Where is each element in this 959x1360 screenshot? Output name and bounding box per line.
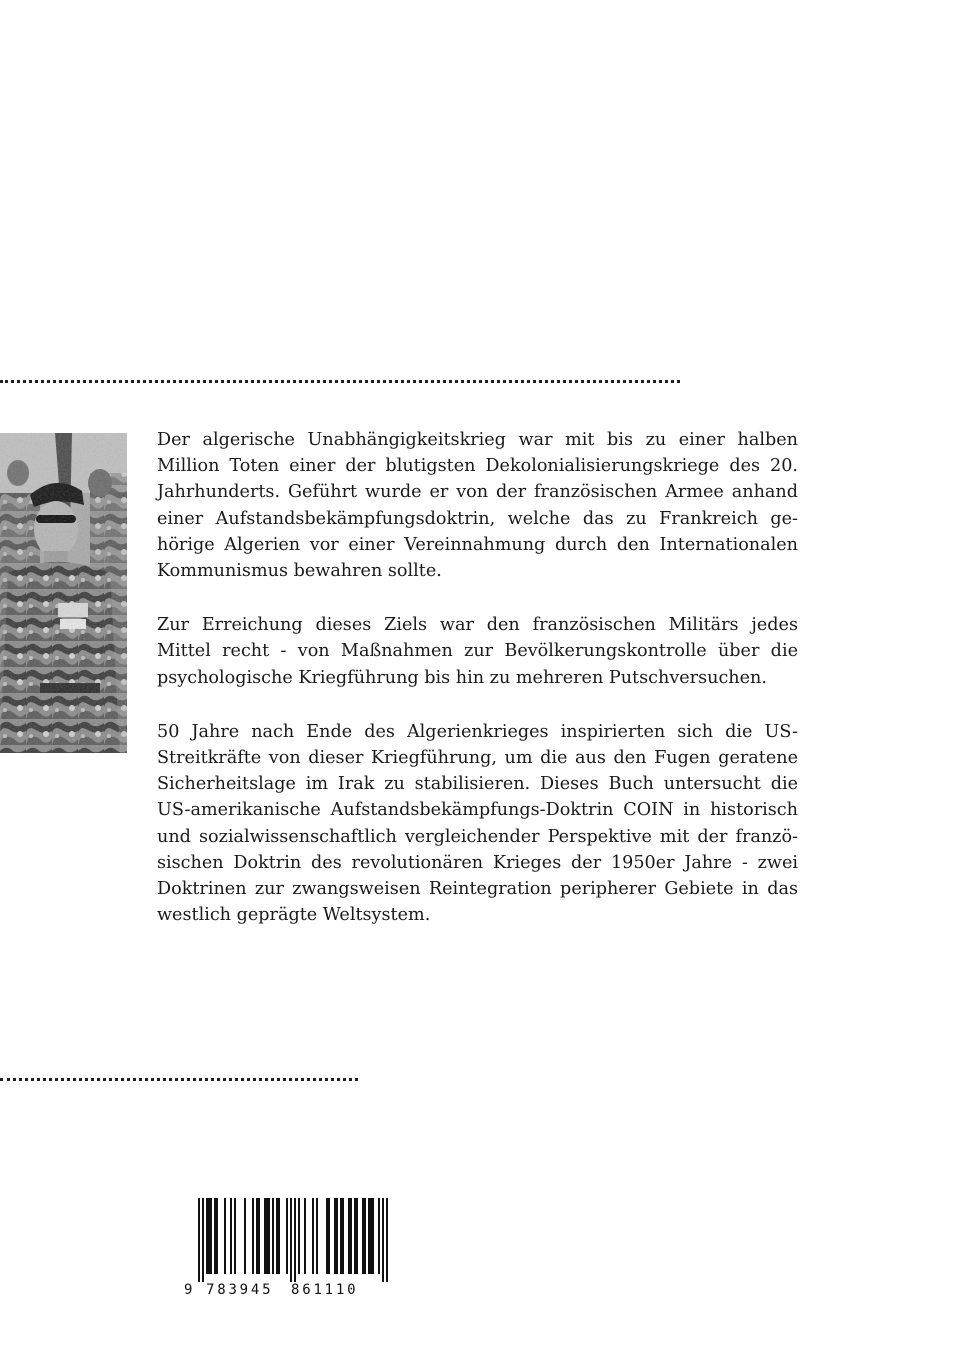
barcode-bar <box>278 1198 280 1274</box>
barcode-bar <box>252 1198 254 1274</box>
barcode-bar <box>214 1198 216 1274</box>
barcode-bar <box>230 1198 232 1274</box>
barcode-bar <box>210 1198 212 1274</box>
back-cover-blurb <box>157 427 798 928</box>
top-dotted-rule <box>0 380 680 383</box>
barcode-bar <box>340 1198 342 1274</box>
barcode-bar <box>350 1198 352 1274</box>
barcode-bar <box>370 1198 372 1274</box>
barcode-bar <box>316 1198 318 1274</box>
barcode-bar <box>378 1198 380 1274</box>
barcode-bar <box>372 1198 374 1274</box>
barcode-digits-right: 861110 <box>291 1282 359 1298</box>
barcode-bar <box>354 1198 356 1274</box>
barcode-bar <box>234 1198 236 1274</box>
barcode-digits-left: 783945 <box>206 1282 274 1298</box>
barcode-bar <box>224 1198 226 1274</box>
barcode-bar <box>328 1198 330 1274</box>
barcode-bar <box>336 1198 338 1274</box>
barcode-bar <box>304 1198 306 1274</box>
barcode-bar <box>208 1198 210 1274</box>
barcode-bar <box>286 1198 288 1274</box>
barcode-bar <box>382 1198 384 1282</box>
barcode-bar <box>258 1198 260 1274</box>
barcode-bar <box>244 1198 246 1274</box>
bottom-dotted-rule <box>0 1078 358 1081</box>
barcode-bar <box>298 1198 300 1274</box>
barcode-digit-lead: 9 <box>184 1282 193 1298</box>
barcode-bar <box>386 1198 388 1282</box>
barcode-bar <box>276 1198 278 1274</box>
barcode-bar <box>256 1198 258 1274</box>
barcode-bar <box>268 1198 270 1274</box>
barcode-bar <box>368 1198 370 1274</box>
blurb-paragraph-2: Zur Erreichung dieses Ziels war den französischen Militärs jedes Mittel recht - von Maßnahmen zur Bevölkerungskontrolle über die psychologische Kriegführung bis hin zu mehreren Putschversuchen. <box>157 615 798 688</box>
barcode-bars <box>198 1198 388 1282</box>
barcode-bar <box>216 1198 218 1274</box>
barcode-bar <box>334 1198 336 1274</box>
barcode-bar <box>198 1198 200 1282</box>
isbn-barcode <box>178 1196 388 1298</box>
barcode-bar <box>312 1198 314 1274</box>
barcode-bar <box>342 1198 344 1274</box>
barcode-bar <box>348 1198 350 1274</box>
barcode-bar <box>356 1198 358 1274</box>
barcode-bar <box>364 1198 366 1274</box>
barcode-bar <box>362 1198 364 1274</box>
barcode-bar <box>266 1198 268 1274</box>
barcode-bar <box>206 1198 208 1274</box>
barcode-bar <box>290 1198 292 1282</box>
barcode-bar <box>294 1198 296 1282</box>
barcode-bar <box>272 1198 274 1274</box>
blurb-paragraph-3: 50 Jahre nach Ende des Algerienkrieges inspirierten sich die US- Streitkräfte von dieser Kriegführung, um die aus den Fugen geratene Sicherheitslage im Irak zu stabilisieren. Dieses Buch untersucht die US-amerikanische Aufstandsbekämpfungs-Doktrin COIN in historisch und sozialwissenschaftlich vergleichender Perspektive mit der franzö- sischen Doktrin des revolutionären Krieges der 1950er Jahre - zwei Doktrinen zur zwangsweisen Reintegration peripherer Gebiete in das westlich geprägte Weltsystem. <box>157 721 798 926</box>
barcode-bar <box>326 1198 328 1274</box>
soldier-photo <box>0 433 127 753</box>
barcode-bar <box>264 1198 266 1274</box>
blurb-paragraph-1: Der algerische Unabhängigkeitskrieg war mit bis zu einer halben Million Toten einer der blutigsten Dekolonialisierungskriege des 20. Jahrhunderts. Geführt wurde er von der französischen Armee anhand einer Aufstandsbekämpfungsdoktrin, welche das zu Frankreich ge- hörige Algerien vor einer Vereinnahmung durch den Internationalen Kommunismus bewahren sollte. <box>157 430 798 582</box>
barcode-bar <box>202 1198 204 1282</box>
